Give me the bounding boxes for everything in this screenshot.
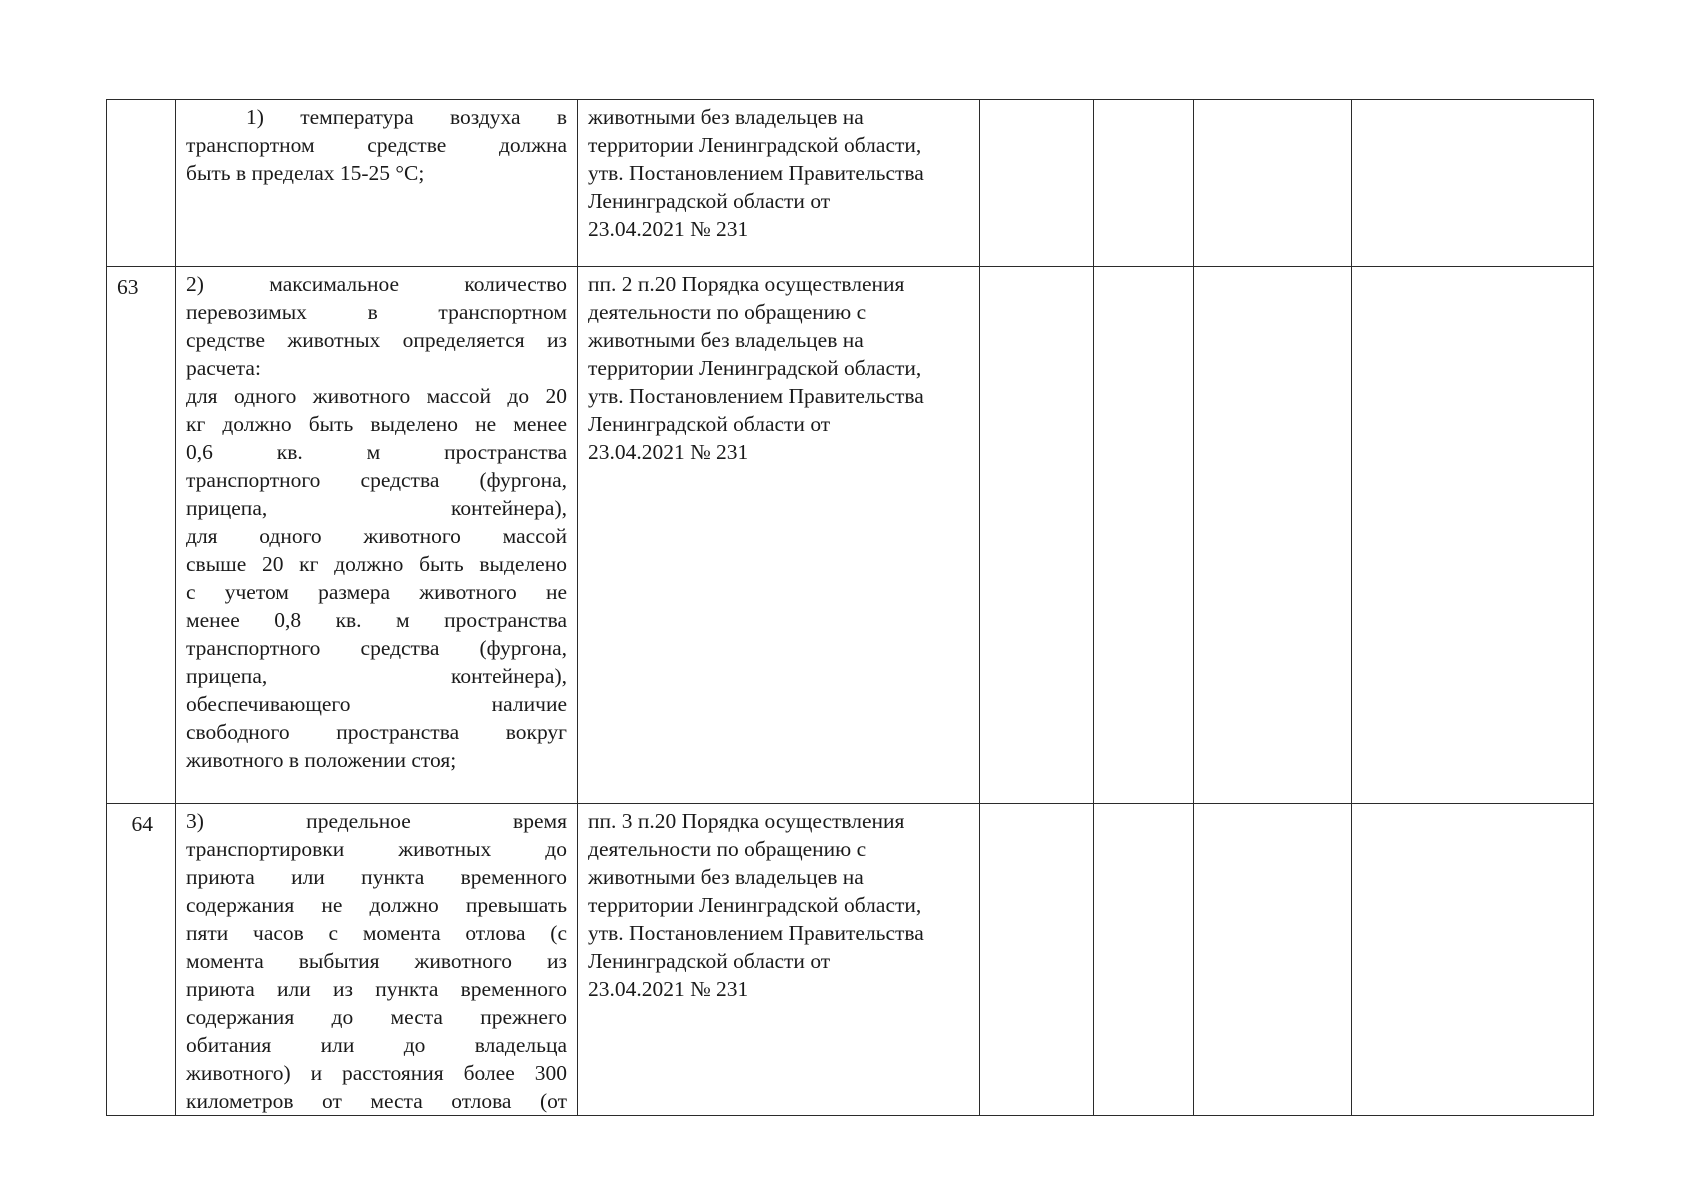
requirement-text-line: приюта или из пункта временного <box>186 977 567 1001</box>
empty-cell-d <box>1352 100 1594 267</box>
legal-source-text-line: 23.04.2021 № 231 <box>588 440 749 464</box>
row-number-cell <box>107 804 176 1116</box>
requirement-text-line: свободного пространства вокруг <box>186 720 567 744</box>
legal-source-text-line: утв. Постановлением Правительства <box>588 161 924 185</box>
legal-source-text-line: территории Ленинградской области, <box>588 356 922 380</box>
requirement-text-line: 0,6 кв. м пространства <box>186 440 567 464</box>
requirement-text-line: прицепа, контейнера), <box>186 496 567 520</box>
requirement-text-line: транспортном средстве должна <box>186 133 567 157</box>
requirement-text-line: животного в положении стоя; <box>186 748 457 772</box>
requirement-text-line: кг должно быть выделено не менее <box>186 412 567 436</box>
requirement-text-line: пяти часов с момента отлова (с <box>186 921 567 945</box>
legal-source-text-line: 23.04.2021 № 231 <box>588 217 749 241</box>
table-row <box>107 267 1594 804</box>
legal-source-cell <box>578 804 980 1116</box>
requirement-cell <box>176 100 578 267</box>
requirement-text-line: животного) и расстояния более 300 <box>186 1061 567 1085</box>
empty-cell-b <box>1094 267 1194 804</box>
empty-cell-c <box>1194 100 1352 267</box>
legal-source-cell <box>578 100 980 267</box>
legal-source-text-line: животными без владельцев на <box>588 328 864 352</box>
row-number-cell <box>107 267 176 804</box>
empty-cell-d <box>1352 267 1594 804</box>
requirement-text-line: средстве животных определяется из <box>186 328 567 352</box>
row-number: 64 <box>131 812 153 836</box>
requirement-text-line: 2) максимальное количество <box>186 272 567 296</box>
legal-source-text-line: Ленинградской области от <box>588 189 831 213</box>
requirement-text-line: свыше 20 кг должно быть выделено <box>186 552 567 576</box>
requirement-text-line: быть в пределах 15-25 °С; <box>186 161 425 185</box>
legal-source-text-line: пп. 2 п.20 Порядка осуществления <box>588 272 905 296</box>
legal-source-text-line: территории Ленинградской области, <box>588 133 922 157</box>
requirement-text-line: прицепа, контейнера), <box>186 664 567 688</box>
empty-cell-a <box>980 267 1094 804</box>
requirement-text-line: километров от места отлова (от <box>186 1089 567 1113</box>
empty-cell-a <box>980 804 1094 1116</box>
table-row <box>107 804 1594 1116</box>
empty-cell-c <box>1194 267 1352 804</box>
requirement-text-line: приюта или пункта временного <box>186 865 567 889</box>
empty-cell-b <box>1094 100 1194 267</box>
empty-cell-d <box>1352 804 1594 1116</box>
legal-source-text-line: животными без владельцев на <box>588 865 864 889</box>
requirement-text-line: обеспечивающего наличие <box>186 692 567 716</box>
requirement-text-line: менее 0,8 кв. м пространства <box>186 608 567 632</box>
requirement-text-line: 1) температура воздуха в <box>246 105 567 129</box>
requirement-text-line: с учетом размера животного не <box>186 580 567 604</box>
row-number: 63 <box>117 275 139 299</box>
legal-source-text-line: деятельности по обращению с <box>588 300 867 324</box>
empty-cell-c <box>1194 804 1352 1116</box>
requirement-text-line: транспортного средства (фургона, <box>186 636 567 660</box>
requirement-text-line: 3) предельное время <box>186 809 567 833</box>
requirement-text-line: для одного животного массой <box>186 524 567 548</box>
empty-cell-a <box>980 100 1094 267</box>
legal-source-text-line: деятельности по обращению с <box>588 837 867 861</box>
requirement-text-line: содержания не должно превышать <box>186 893 567 917</box>
requirement-text-line: для одного животного массой до 20 <box>186 384 567 408</box>
empty-cell-b <box>1094 804 1194 1116</box>
legal-source-text-line: утв. Постановлением Правительства <box>588 921 924 945</box>
requirement-cell <box>176 804 578 1116</box>
requirement-text-line: перевозимых в транспортном <box>186 300 567 324</box>
legal-source-cell <box>578 267 980 804</box>
legal-source-text-line: животными без владельцев на <box>588 105 864 129</box>
legal-source-text-line: пп. 3 п.20 Порядка осуществления <box>588 809 905 833</box>
requirement-cell <box>176 267 578 804</box>
legal-source-text-line: 23.04.2021 № 231 <box>588 977 749 1001</box>
legal-source-text-line: территории Ленинградской области, <box>588 893 922 917</box>
row-number-cell <box>107 100 176 267</box>
requirement-text-line: момента выбытия животного из <box>186 949 567 973</box>
requirement-text-line: расчета: <box>186 356 261 380</box>
legal-source-text-line: Ленинградской области от <box>588 949 831 973</box>
requirement-text-line: транспортного средства (фургона, <box>186 468 567 492</box>
requirement-text-line: транспортировки животных до <box>186 837 567 861</box>
legal-source-text-line: утв. Постановлением Правительства <box>588 384 924 408</box>
requirement-text-line: обитания или до владельца <box>186 1033 567 1057</box>
legal-source-text-line: Ленинградской области от <box>588 412 831 436</box>
table-row <box>107 100 1594 267</box>
requirement-text-line: содержания до места прежнего <box>186 1005 567 1029</box>
requirements-table <box>106 99 1594 1116</box>
